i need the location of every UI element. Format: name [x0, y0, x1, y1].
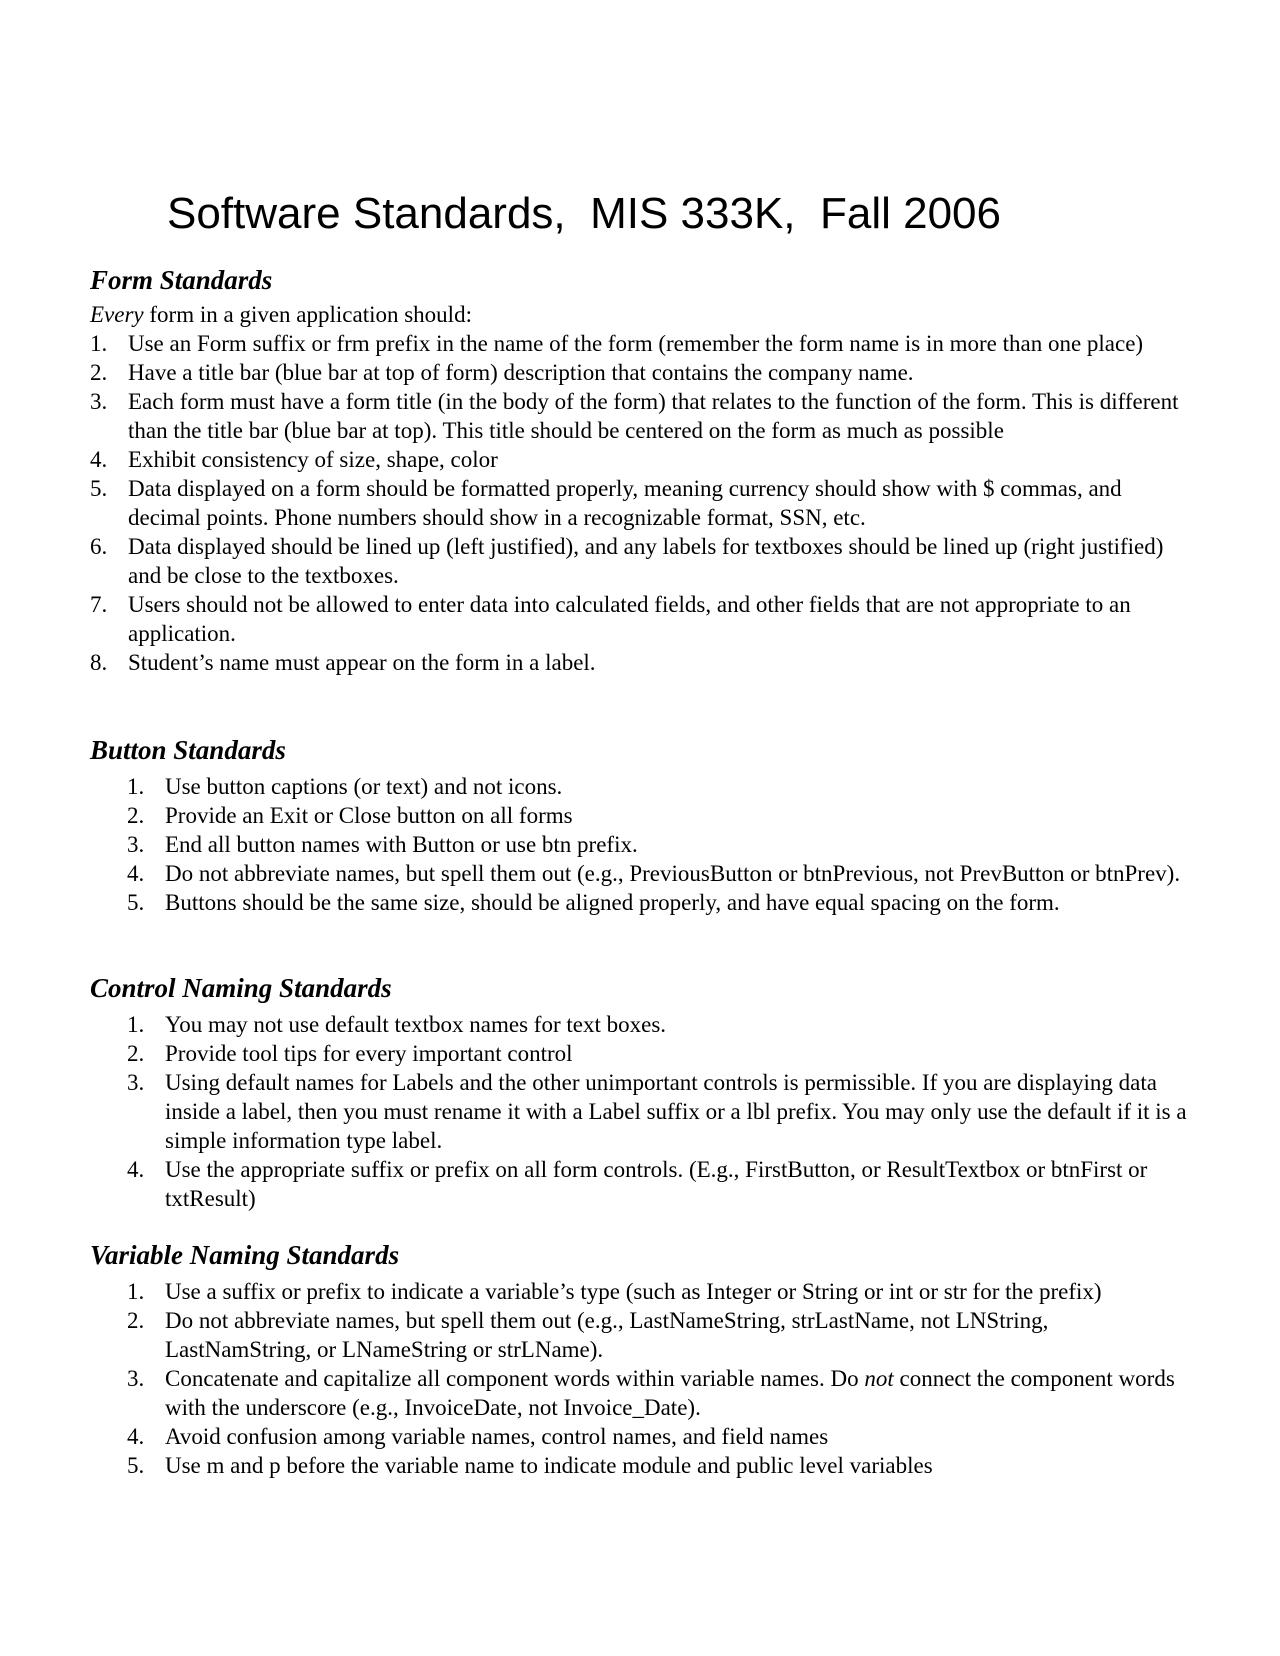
item-number: 1.: [90, 331, 108, 356]
list-item: [127, 888, 1200, 917]
item-text: Do not abbreviate names, but spell them out (e.g., PreviousButton or btnPrevious, not PrevButton or btnPrev).: [165, 861, 1181, 886]
item-text: Use the appropriate suffix or prefix on all form controls. (E.g., FirstButton, or ResultTextbox or btnFirst or txtResult): [165, 1157, 1148, 1211]
item-number: 3.: [90, 389, 108, 414]
item-text: Users should not be allowed to enter data into calculated fields, and other fields that are not appropriate to an application.: [128, 592, 1131, 646]
item-text: Use button captions (or text) and not icons.: [165, 774, 563, 799]
item-number: 5.: [127, 890, 145, 915]
list-item: [127, 859, 1200, 888]
item-text: Buttons should be the same size, should be aligned properly, and have equal spacing on the form.: [165, 890, 1060, 915]
item-number: 3.: [127, 1366, 145, 1391]
list-item: [127, 1364, 1200, 1422]
item-text-emphasis: not: [864, 1366, 894, 1391]
item-text: Exhibit consistency of size, shape, color: [128, 447, 498, 472]
intro-emphasis: Every: [90, 302, 144, 327]
item-text: You may not use default textbox names for text boxes.: [165, 1012, 667, 1037]
item-text: Data displayed should be lined up (left justified), and any labels for textboxes should be lined up (right justified) and be close to the textboxes.: [128, 534, 1164, 588]
item-number: 4.: [127, 861, 145, 886]
intro-text: form in a given application should:: [143, 302, 472, 327]
item-text: Use a suffix or prefix to indicate a variable’s type (such as Integer or String or int or str for the prefix): [165, 1279, 1102, 1304]
list-item: [90, 445, 1200, 474]
variable-naming-list: [127, 1277, 1200, 1480]
item-text: Use m and p before the variable name to indicate module and public level variables: [165, 1453, 933, 1478]
button-standards-list: [127, 772, 1200, 917]
list-item: [90, 329, 1200, 358]
form-standards-list: [90, 329, 1200, 677]
list-item: [90, 474, 1200, 532]
item-number: 2.: [127, 1041, 145, 1066]
list-item: [127, 1155, 1200, 1213]
item-text: Student’s name must appear on the form in a label.: [128, 650, 596, 675]
list-item: [90, 358, 1200, 387]
list-item: [127, 1068, 1200, 1155]
item-text: Each form must have a form title (in the body of the form) that relates to the function of the form. This is different than the title bar (blue bar at top). This title should be centered on the form as much as possible: [128, 389, 1179, 443]
item-number: 8.: [90, 650, 108, 675]
item-text: Provide an Exit or Close button on all forms: [165, 803, 573, 828]
item-number: 1.: [127, 1279, 145, 1304]
item-text: Using default names for Labels and the other unimportant controls is permissible. If you are displaying data inside a label, then you must rename it with a Label suffix or a lbl prefix. You may only use the default if it is a simple information type label.: [165, 1070, 1187, 1153]
list-item: [127, 772, 1200, 801]
document-title-text: Software Standards, MIS 333K, Fall 2006: [166, 189, 1001, 238]
item-number: 5.: [90, 476, 108, 501]
list-item: [127, 1451, 1200, 1480]
variable-naming-heading: Variable Naming Standards: [90, 1240, 400, 1270]
item-number: 1.: [127, 774, 145, 799]
list-item: [127, 1039, 1200, 1068]
list-item: [127, 801, 1200, 830]
item-text: Provide tool tips for every important control: [165, 1041, 573, 1066]
form-standards-intro: [90, 300, 472, 329]
item-number: 2.: [90, 360, 108, 385]
item-number: 6.: [90, 534, 108, 559]
item-text-after: connect the component words with the underscore (e.g., InvoiceDate, not Invoice_Date).: [165, 1366, 1175, 1420]
item-number: 2.: [127, 803, 145, 828]
item-number: 3.: [127, 832, 145, 857]
item-number: 1.: [127, 1012, 145, 1037]
item-number: 4.: [127, 1424, 145, 1449]
item-text: Have a title bar (blue bar at top of form) description that contains the company name.: [128, 360, 914, 385]
list-item: [90, 590, 1200, 648]
item-number: 7.: [90, 592, 108, 617]
list-item: [127, 830, 1200, 859]
item-text: Do not abbreviate names, but spell them out (e.g., LastNameString, strLastName, not LNString, LastNamString, or LNameString or strLName).: [165, 1308, 1049, 1362]
item-text: [165, 1364, 1200, 1422]
document-title: [0, 188, 1280, 240]
item-text: End all button names with Button or use btn prefix.: [165, 832, 638, 857]
list-item: [127, 1306, 1200, 1364]
item-text: Avoid confusion among variable names, control names, and field names: [165, 1424, 829, 1449]
item-number: 5.: [127, 1453, 145, 1478]
form-standards-heading: Form Standards: [90, 265, 273, 295]
control-naming-heading: Control Naming Standards: [90, 973, 392, 1003]
button-standards-heading: Button Standards: [90, 735, 286, 765]
list-item: [127, 1277, 1200, 1306]
list-item: [90, 532, 1200, 590]
item-text: Data displayed on a form should be formatted properly, meaning currency should show with $ commas, and decimal points. Phone numbers should show in a recognizable format, SSN, etc.: [128, 476, 1122, 530]
item-number: 4.: [90, 447, 108, 472]
list-item: [90, 648, 1200, 677]
list-item: [127, 1422, 1200, 1451]
item-number: 3.: [127, 1070, 145, 1095]
list-item: [90, 387, 1200, 445]
item-text: Use an Form suffix or frm prefix in the name of the form (remember the form name is in more than one place): [128, 331, 1144, 356]
item-number: 4.: [127, 1157, 145, 1182]
item-text-before: Concatenate and capitalize all component words within variable names. Do: [165, 1366, 865, 1391]
item-number: 2.: [127, 1308, 145, 1333]
control-naming-list: [127, 1010, 1200, 1213]
list-item: [127, 1010, 1200, 1039]
